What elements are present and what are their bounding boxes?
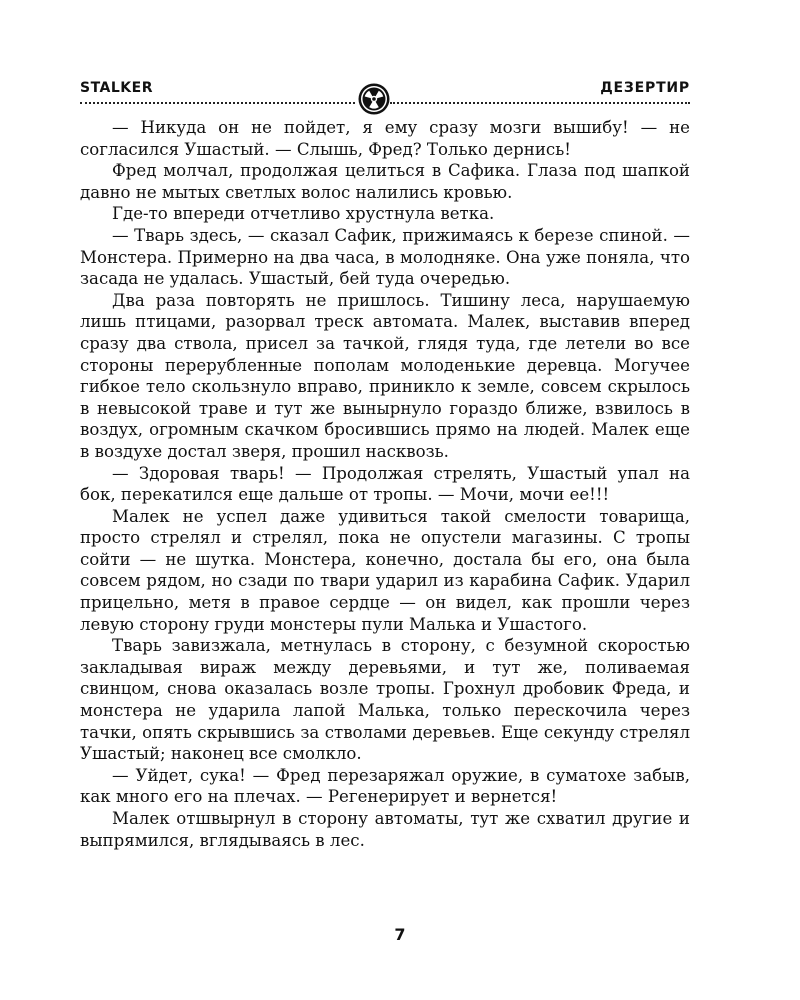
- page-number: 7: [394, 925, 406, 944]
- paragraph: — Уйдет, сука! — Фред перезаряжал оружие, в суматохе забыв, как много его на плечах. — Регенерирует и вернется!: [80, 765, 690, 807]
- paragraph: Малек отшвырнул в сторону автоматы, тут же схватил другие и выпрямился, вглядываясь в лес.: [80, 809, 690, 850]
- paragraph: Два раза повторять не пришлось. Тишину леса, нарушаемую лишь птицами, разорвал треск автомата. Малек, выставив вперед сразу два ствола, присел за тачкой, глядя туда, где летели во все стороны перерубленные пополам молоденькие деревца. Могучее гибкое тело скользнуло вправо, приникло к земле, совсем скрылось в невысокой траве и тут же вынырнуло гораздо ближе, взвилось в воздух, огромным скачком бросившись прямо на людей. Малек еще в воздухе достал зверя, прошил насквозь.: [80, 290, 690, 461]
- book-title: ДЕЗЕРТИР: [600, 80, 690, 96]
- header-dotted-rule-right: [390, 102, 690, 104]
- series-title: STALKER: [80, 80, 153, 96]
- paragraph: Где-то впереди отчетливо хрустнула ветка.: [112, 204, 495, 224]
- radiation-trefoil-icon: [357, 82, 391, 116]
- paragraph: — Тварь здесь, — сказал Сафик, прижимаясь к березе спиной. — Монстера. Примерно на два часа, в молодняке. Она уже поняла, что засада не удалась. Ушастый, бей туда очередью.: [80, 225, 690, 289]
- paragraph: Тварь завизжала, метнулась в сторону, с безумной скоростью закладывая вираж между деревьями, и тут же, поливаемая свинцом, снова оказалась возле тропы. Грохнул дробовик Фреда, и монстера не ударила лапой Малька, только перескочила через тачки, опять скрывшись за стволами деревьев. Еще секунду стрелял Ушастый; наконец все смолкло.: [80, 636, 690, 764]
- paragraph: Малек не успел даже удивиться такой смелости товарища, просто стрелял и стрелял, пока не опустели магазины. С тропы сойти — не шутка. Монстера, конечно, достала бы его, она была совсем рядом, но сзади по твари ударил из карабина Сафик. Ударил прицельно, метя в правое сердце — он видел, как прошли через левую сторону груди монстеры пули Малька и Ушастого.: [80, 506, 690, 634]
- body-text: [80, 117, 690, 851]
- running-header: [80, 72, 690, 112]
- paragraph: — Здоровая тварь! — Продолжая стрелять, Ушастый упал на бок, перекатился еще дальше от тропы. — Мочи, мочи ее!!!: [80, 463, 690, 505]
- paragraph: Фред молчал, продолжая целиться в Сафика. Глаза под шапкой давно не мытых светлых волос налились кровью.: [80, 161, 690, 202]
- header-dotted-rule-left: [80, 102, 355, 104]
- paragraph: — Никуда он не пойдет, я ему сразу мозги вышибу! — не согласился Ушастый. — Слышь, Фред? Только дернись!: [80, 118, 690, 159]
